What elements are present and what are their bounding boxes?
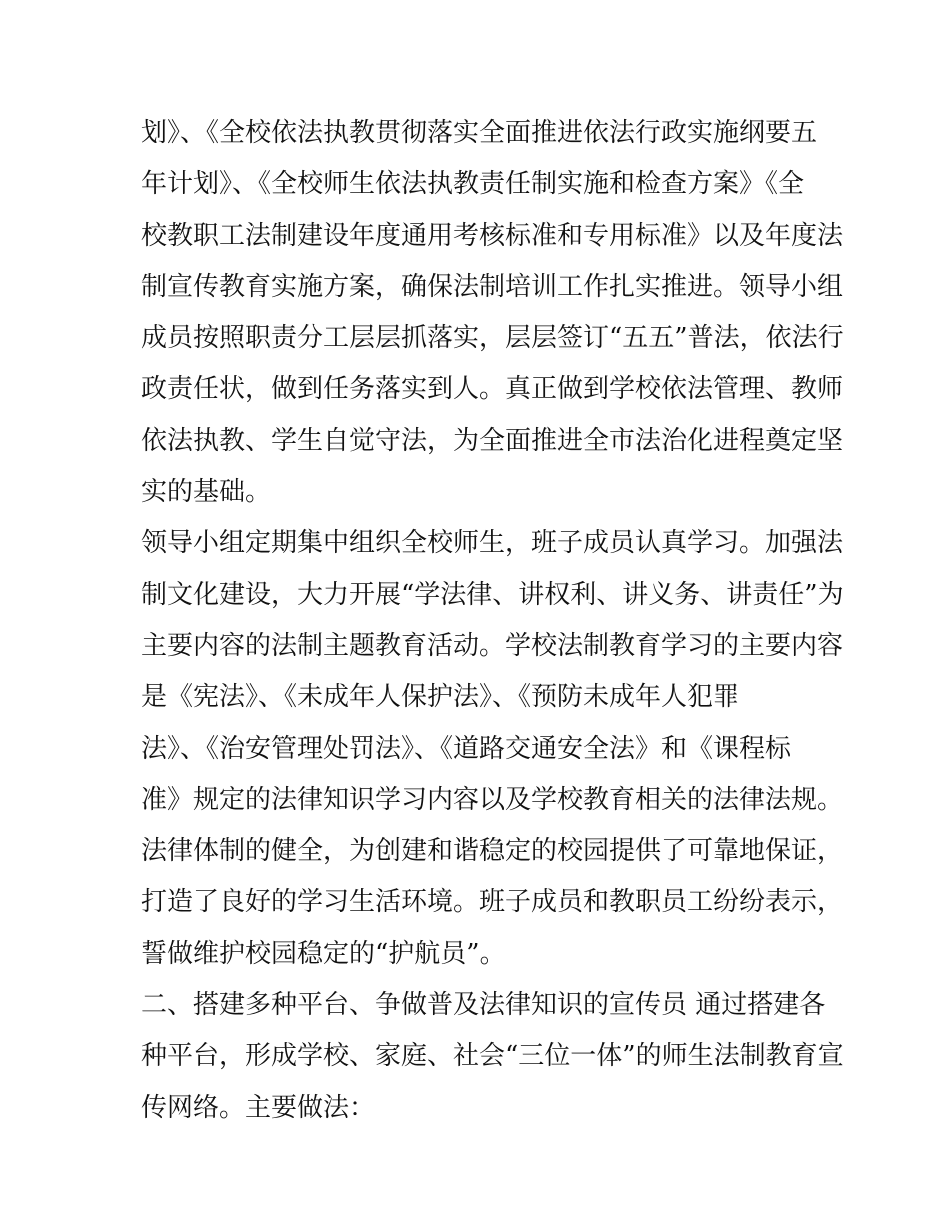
text-line: 法》、《治安管理处罚法》、《道路交通安全法》和《课程标 (141, 733, 792, 764)
text-line: 依法执教、学生自觉守法，为全面推进全市法治化进程奠定坚 (141, 425, 844, 456)
text-line: 打造了良好的学习生活环境。班子成员和教职员工纷纷表示， (141, 887, 844, 918)
body-text (141, 108, 844, 1134)
text-line: 成员按照职责分工层层抓落实，层层签订“五五”普法，依法行 (141, 323, 844, 354)
text-line: 准》规定的法律知识学习内容以及学校教育相关的法律法规。 (141, 784, 844, 815)
text-line: 制宣传教育实施方案，确保法制培训工作扎实推进。领导小组 (141, 271, 844, 302)
text-line: 校教职工法制建设年度通用考核标准和专用标准》以及年度法 (141, 220, 844, 251)
text-line: 誓做维护校园稳定的“护航员”。 (141, 938, 506, 969)
text-line: 领导小组定期集中组织全校师生，班子成员认真学习。加强法 (141, 528, 844, 559)
text-line: 传网络。主要做法： (141, 1092, 376, 1123)
text-line: 制文化建设，大力开展“学法律、讲权利、讲义务、讲责任”为 (141, 579, 844, 610)
text-line: 法律体制的健全，为创建和谐稳定的校园提供了可靠地保证， (141, 836, 844, 867)
text-line: 划》、《全校依法执教贯彻落实全面推进依法行政实施纲要五 (141, 118, 818, 148)
text-line: 实的基础。 (141, 477, 272, 508)
text-line: 政责任状，做到任务落实到人。真正做到学校依法管理、教师 (141, 374, 844, 405)
text-line: 年计划》、《全校师生依法执教责任制实施和检查方案》《全 (141, 169, 805, 200)
text-line: 是《宪法》、《未成年人保护法》、《预防未成年人犯罪 (141, 682, 740, 713)
text-line: 主要内容的法制主题教育活动。学校法制教育学习的主要内容 (141, 630, 844, 661)
text-line: 二、搭建多种平台、争做普及法律知识的宣传员 通过搭建各 (141, 990, 826, 1021)
text-line: 种平台，形成学校、家庭、社会“三位一体”的师生法制教育宣 (141, 1041, 844, 1072)
